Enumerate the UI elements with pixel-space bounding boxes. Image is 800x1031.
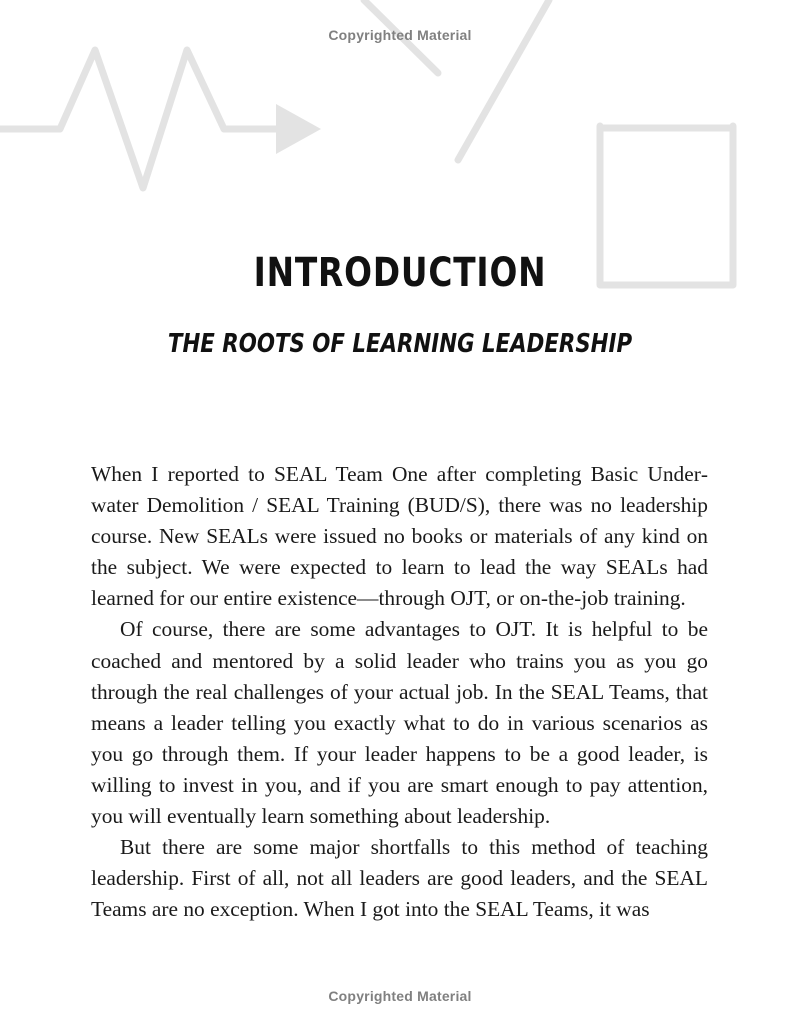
diagonal-stroke-2: [458, 0, 549, 160]
chapter-subtitle: THE ROOTS OF LEARNING LEADERSHIP: [167, 329, 633, 359]
paragraph-2: Of course, there are some advantages to OJT. It is helpful to be coached and mentored by a solid leader who trains you as you go through the real challenges of your actual job. In the SEAL Teams, that means a leader telling you exactly what to do in various scenarios as you go through them. If your leader happens to be a good leader, is willing to invest in you, and if you are smart enough to pay attention, you will eventually learn something about leadership.: [91, 617, 708, 829]
body-text: [91, 459, 708, 925]
copyright-watermark-bottom: Copyrighted Material: [328, 988, 472, 1004]
pulse-line: [0, 50, 280, 188]
chapter-title: INTRODUCTION: [253, 250, 547, 296]
copyright-watermark-top: Copyrighted Material: [328, 27, 472, 43]
paragraph-3: But there are some major shortfalls to this method of teaching leadership. First of all, not all leaders are good leaders, and the SEAL Teams are no exception. When I got into the SEAL Teams, it was: [91, 835, 708, 922]
arrow-head-icon: [276, 104, 321, 154]
paragraph-1: When I reported to SEAL Team One after completing Basic Underwater Demolition / SEAL Training (BUD/S), there was no leadership course. New SEALs were issued no books or materials of any kind on the subject. We were expected to learn to lead the way SEALs had learned for our entire existence—through OJT, or on-the-job training.: [91, 462, 708, 611]
